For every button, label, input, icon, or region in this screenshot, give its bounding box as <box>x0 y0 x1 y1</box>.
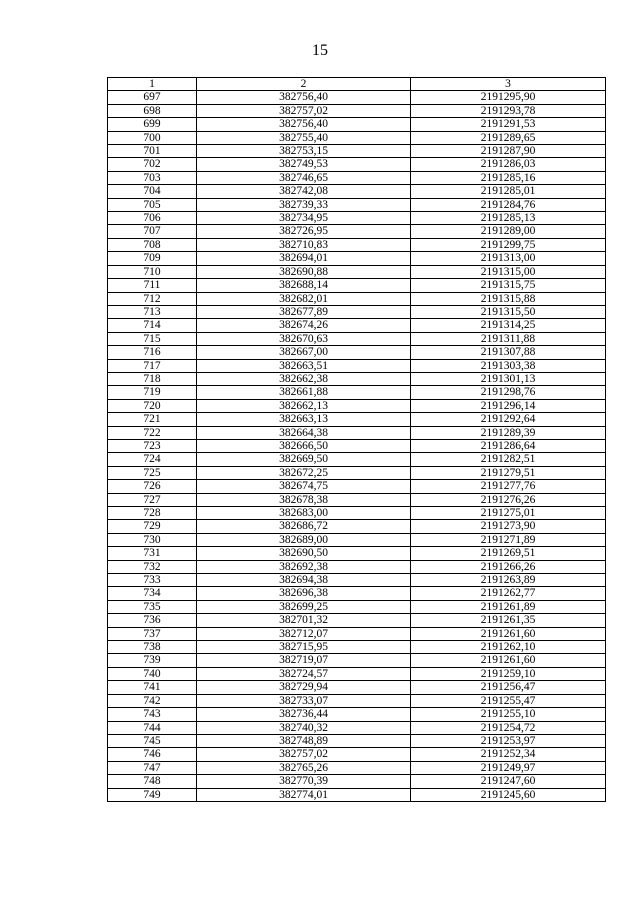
table-row <box>108 788 606 801</box>
table-row <box>108 547 606 560</box>
table-row <box>108 426 606 439</box>
cell-y-coordinate: 2191252,34 <box>411 748 606 761</box>
cell-point-number: 722 <box>108 426 197 439</box>
cell-point-number: 698 <box>108 104 197 117</box>
table-body <box>108 91 606 802</box>
cell-y-coordinate: 2191276,26 <box>411 493 606 506</box>
cell-y-coordinate: 2191256,47 <box>411 681 606 694</box>
column-header-point-number: 1 <box>108 78 197 91</box>
table-row <box>108 708 606 721</box>
cell-x-coordinate: 382746,65 <box>197 171 411 184</box>
column-header-x-coordinate: 2 <box>197 78 411 91</box>
cell-point-number: 748 <box>108 775 197 788</box>
table-row <box>108 332 606 345</box>
table-row <box>108 507 606 520</box>
table-row <box>108 587 606 600</box>
cell-y-coordinate: 2191285,13 <box>411 212 606 225</box>
table-row <box>108 265 606 278</box>
cell-point-number: 702 <box>108 158 197 171</box>
cell-y-coordinate: 2191307,88 <box>411 346 606 359</box>
cell-y-coordinate: 2191263,89 <box>411 574 606 587</box>
cell-point-number: 711 <box>108 279 197 292</box>
cell-point-number: 738 <box>108 641 197 654</box>
cell-point-number: 712 <box>108 292 197 305</box>
cell-point-number: 749 <box>108 788 197 801</box>
cell-x-coordinate: 382666,50 <box>197 439 411 452</box>
cell-point-number: 733 <box>108 574 197 587</box>
cell-y-coordinate: 2191277,76 <box>411 480 606 493</box>
page-number: 15 <box>312 42 328 59</box>
cell-y-coordinate: 2191269,51 <box>411 547 606 560</box>
table-row <box>108 252 606 265</box>
cell-y-coordinate: 2191279,51 <box>411 466 606 479</box>
cell-y-coordinate: 2191254,72 <box>411 721 606 734</box>
table-row <box>108 305 606 318</box>
table-row <box>108 212 606 225</box>
cell-y-coordinate: 2191253,97 <box>411 734 606 747</box>
cell-x-coordinate: 382694,38 <box>197 574 411 587</box>
cell-point-number: 709 <box>108 252 197 265</box>
cell-point-number: 704 <box>108 185 197 198</box>
table-row <box>108 413 606 426</box>
cell-point-number: 740 <box>108 667 197 680</box>
table-row <box>108 721 606 734</box>
cell-x-coordinate: 382672,25 <box>197 466 411 479</box>
cell-x-coordinate: 382715,95 <box>197 641 411 654</box>
cell-y-coordinate: 2191289,39 <box>411 426 606 439</box>
cell-y-coordinate: 2191303,38 <box>411 359 606 372</box>
column-header-y-coordinate: 3 <box>411 78 606 91</box>
table-row <box>108 627 606 640</box>
table-row <box>108 667 606 680</box>
cell-point-number: 747 <box>108 761 197 774</box>
cell-y-coordinate: 2191266,26 <box>411 560 606 573</box>
cell-point-number: 744 <box>108 721 197 734</box>
cell-x-coordinate: 382692,38 <box>197 560 411 573</box>
table-row <box>108 761 606 774</box>
cell-x-coordinate: 382694,01 <box>197 252 411 265</box>
table-row <box>108 466 606 479</box>
cell-point-number: 745 <box>108 734 197 747</box>
cell-y-coordinate: 2191255,10 <box>411 708 606 721</box>
table-row <box>108 399 606 412</box>
cell-x-coordinate: 382742,08 <box>197 185 411 198</box>
cell-x-coordinate: 382749,53 <box>197 158 411 171</box>
cell-y-coordinate: 2191282,51 <box>411 453 606 466</box>
cell-x-coordinate: 382734,95 <box>197 212 411 225</box>
cell-x-coordinate: 382662,38 <box>197 372 411 385</box>
cell-x-coordinate: 382740,32 <box>197 721 411 734</box>
table-row <box>108 319 606 332</box>
cell-point-number: 700 <box>108 131 197 144</box>
table-row <box>108 574 606 587</box>
cell-x-coordinate: 382753,15 <box>197 145 411 158</box>
cell-x-coordinate: 382689,00 <box>197 533 411 546</box>
cell-x-coordinate: 382663,51 <box>197 359 411 372</box>
cell-y-coordinate: 2191291,53 <box>411 118 606 131</box>
cell-y-coordinate: 2191261,89 <box>411 600 606 613</box>
cell-point-number: 715 <box>108 332 197 345</box>
cell-y-coordinate: 2191313,00 <box>411 252 606 265</box>
table-row <box>108 145 606 158</box>
cell-y-coordinate: 2191299,75 <box>411 238 606 251</box>
table-row <box>108 198 606 211</box>
cell-point-number: 734 <box>108 587 197 600</box>
cell-x-coordinate: 382688,14 <box>197 279 411 292</box>
cell-point-number: 697 <box>108 91 197 104</box>
table-row <box>108 118 606 131</box>
table-row <box>108 694 606 707</box>
cell-x-coordinate: 382670,63 <box>197 332 411 345</box>
cell-x-coordinate: 382757,02 <box>197 748 411 761</box>
cell-y-coordinate: 2191287,90 <box>411 145 606 158</box>
cell-x-coordinate: 382724,57 <box>197 667 411 680</box>
cell-point-number: 719 <box>108 386 197 399</box>
cell-point-number: 739 <box>108 654 197 667</box>
cell-point-number: 736 <box>108 614 197 627</box>
table-row <box>108 520 606 533</box>
cell-point-number: 714 <box>108 319 197 332</box>
cell-point-number: 718 <box>108 372 197 385</box>
cell-x-coordinate: 382748,89 <box>197 734 411 747</box>
cell-point-number: 708 <box>108 238 197 251</box>
cell-point-number: 701 <box>108 145 197 158</box>
table-row <box>108 91 606 104</box>
cell-y-coordinate: 2191315,50 <box>411 305 606 318</box>
cell-x-coordinate: 382736,44 <box>197 708 411 721</box>
cell-y-coordinate: 2191314,25 <box>411 319 606 332</box>
table-row <box>108 158 606 171</box>
cell-y-coordinate: 2191292,64 <box>411 413 606 426</box>
cell-y-coordinate: 2191293,78 <box>411 104 606 117</box>
table-row <box>108 681 606 694</box>
cell-y-coordinate: 2191249,97 <box>411 761 606 774</box>
cell-y-coordinate: 2191285,01 <box>411 185 606 198</box>
table-row <box>108 439 606 452</box>
table-row <box>108 372 606 385</box>
cell-x-coordinate: 382690,88 <box>197 265 411 278</box>
cell-point-number: 729 <box>108 520 197 533</box>
cell-point-number: 713 <box>108 305 197 318</box>
table-row <box>108 238 606 251</box>
table-row <box>108 654 606 667</box>
cell-y-coordinate: 2191262,10 <box>411 641 606 654</box>
coordinates-table <box>107 77 606 802</box>
cell-point-number: 732 <box>108 560 197 573</box>
table-row <box>108 493 606 506</box>
cell-y-coordinate: 2191289,65 <box>411 131 606 144</box>
cell-point-number: 706 <box>108 212 197 225</box>
table-row <box>108 359 606 372</box>
cell-point-number: 716 <box>108 346 197 359</box>
cell-y-coordinate: 2191261,60 <box>411 627 606 640</box>
cell-point-number: 731 <box>108 547 197 560</box>
cell-point-number: 746 <box>108 748 197 761</box>
cell-y-coordinate: 2191245,60 <box>411 788 606 801</box>
table-header-row <box>108 78 606 91</box>
cell-x-coordinate: 382699,25 <box>197 600 411 613</box>
cell-y-coordinate: 2191296,14 <box>411 399 606 412</box>
cell-x-coordinate: 382662,13 <box>197 399 411 412</box>
cell-point-number: 728 <box>108 507 197 520</box>
table-row <box>108 131 606 144</box>
cell-y-coordinate: 2191275,01 <box>411 507 606 520</box>
cell-x-coordinate: 382755,40 <box>197 131 411 144</box>
cell-point-number: 727 <box>108 493 197 506</box>
cell-x-coordinate: 382710,83 <box>197 238 411 251</box>
cell-x-coordinate: 382770,39 <box>197 775 411 788</box>
cell-x-coordinate: 382663,13 <box>197 413 411 426</box>
cell-point-number: 699 <box>108 118 197 131</box>
cell-x-coordinate: 382756,40 <box>197 118 411 131</box>
cell-point-number: 742 <box>108 694 197 707</box>
cell-x-coordinate: 382774,01 <box>197 788 411 801</box>
table-row <box>108 185 606 198</box>
cell-y-coordinate: 2191285,16 <box>411 171 606 184</box>
cell-point-number: 721 <box>108 413 197 426</box>
cell-y-coordinate: 2191311,88 <box>411 332 606 345</box>
cell-y-coordinate: 2191262,77 <box>411 587 606 600</box>
cell-point-number: 717 <box>108 359 197 372</box>
cell-y-coordinate: 2191295,90 <box>411 91 606 104</box>
cell-x-coordinate: 382682,01 <box>197 292 411 305</box>
cell-point-number: 724 <box>108 453 197 466</box>
cell-x-coordinate: 382719,07 <box>197 654 411 667</box>
table-row <box>108 600 606 613</box>
cell-y-coordinate: 2191298,76 <box>411 386 606 399</box>
table-row <box>108 104 606 117</box>
table-row <box>108 560 606 573</box>
table-row <box>108 171 606 184</box>
cell-point-number: 710 <box>108 265 197 278</box>
cell-point-number: 741 <box>108 681 197 694</box>
cell-x-coordinate: 382678,38 <box>197 493 411 506</box>
table-row <box>108 346 606 359</box>
cell-y-coordinate: 2191315,88 <box>411 292 606 305</box>
cell-y-coordinate: 2191273,90 <box>411 520 606 533</box>
table-row <box>108 775 606 788</box>
table-row <box>108 641 606 654</box>
cell-point-number: 726 <box>108 480 197 493</box>
cell-x-coordinate: 382669,50 <box>197 453 411 466</box>
cell-x-coordinate: 382664,38 <box>197 426 411 439</box>
cell-x-coordinate: 382729,94 <box>197 681 411 694</box>
table-row <box>108 225 606 238</box>
cell-x-coordinate: 382726,95 <box>197 225 411 238</box>
cell-x-coordinate: 382765,26 <box>197 761 411 774</box>
cell-point-number: 707 <box>108 225 197 238</box>
cell-y-coordinate: 2191301,13 <box>411 372 606 385</box>
cell-point-number: 725 <box>108 466 197 479</box>
cell-x-coordinate: 382757,02 <box>197 104 411 117</box>
cell-y-coordinate: 2191289,00 <box>411 225 606 238</box>
cell-x-coordinate: 382674,26 <box>197 319 411 332</box>
cell-point-number: 723 <box>108 439 197 452</box>
cell-x-coordinate: 382683,00 <box>197 507 411 520</box>
table-row <box>108 386 606 399</box>
cell-point-number: 730 <box>108 533 197 546</box>
cell-y-coordinate: 2191315,75 <box>411 279 606 292</box>
cell-y-coordinate: 2191284,76 <box>411 198 606 211</box>
table-row <box>108 453 606 466</box>
table-row <box>108 480 606 493</box>
cell-x-coordinate: 382739,33 <box>197 198 411 211</box>
cell-point-number: 720 <box>108 399 197 412</box>
cell-x-coordinate: 382674,75 <box>197 480 411 493</box>
cell-point-number: 703 <box>108 171 197 184</box>
table-row <box>108 734 606 747</box>
table-row <box>108 748 606 761</box>
cell-point-number: 705 <box>108 198 197 211</box>
cell-x-coordinate: 382677,89 <box>197 305 411 318</box>
cell-x-coordinate: 382667,00 <box>197 346 411 359</box>
cell-x-coordinate: 382696,38 <box>197 587 411 600</box>
cell-x-coordinate: 382690,50 <box>197 547 411 560</box>
cell-x-coordinate: 382701,32 <box>197 614 411 627</box>
cell-x-coordinate: 382756,40 <box>197 91 411 104</box>
table-row <box>108 292 606 305</box>
cell-y-coordinate: 2191261,35 <box>411 614 606 627</box>
cell-y-coordinate: 2191259,10 <box>411 667 606 680</box>
cell-y-coordinate: 2191286,03 <box>411 158 606 171</box>
cell-point-number: 735 <box>108 600 197 613</box>
cell-point-number: 743 <box>108 708 197 721</box>
cell-point-number: 737 <box>108 627 197 640</box>
cell-y-coordinate: 2191271,89 <box>411 533 606 546</box>
cell-y-coordinate: 2191261,60 <box>411 654 606 667</box>
table-row <box>108 279 606 292</box>
cell-x-coordinate: 382661,88 <box>197 386 411 399</box>
table-row <box>108 533 606 546</box>
cell-x-coordinate: 382686,72 <box>197 520 411 533</box>
cell-x-coordinate: 382712,07 <box>197 627 411 640</box>
cell-y-coordinate: 2191247,60 <box>411 775 606 788</box>
cell-y-coordinate: 2191286,64 <box>411 439 606 452</box>
table-row <box>108 614 606 627</box>
cell-y-coordinate: 2191315,00 <box>411 265 606 278</box>
cell-x-coordinate: 382733,07 <box>197 694 411 707</box>
cell-y-coordinate: 2191255,47 <box>411 694 606 707</box>
